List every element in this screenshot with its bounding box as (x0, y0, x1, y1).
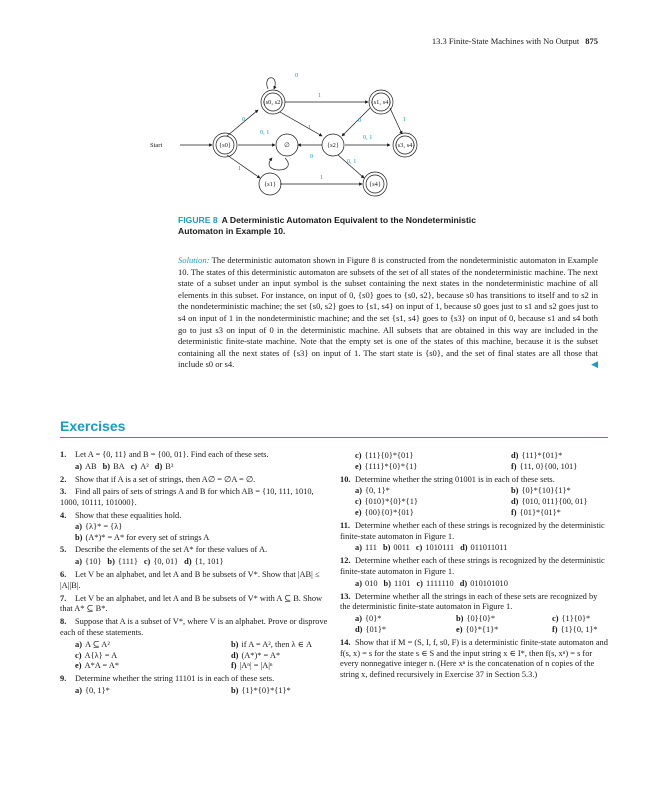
automaton-diagram (150, 66, 450, 211)
state-label: ∅ (284, 142, 290, 149)
edge-label: 0 (310, 153, 314, 160)
exercises-left-column (60, 450, 330, 699)
edge-label: 0, 1 (363, 134, 373, 141)
exercises-right-column (340, 450, 608, 683)
edge-s0-s1 (227, 155, 260, 178)
exercise-9-continued: c) {11}{0}*{01} d) {11}*{01}* e) {111}*{0}*{1} f) {11, 0}{00, 101} (355, 451, 578, 471)
exercise-13: 13. Determine whether all the strings in each of these sets are recognized by the deterministic finite-state automaton in Figure 1. a) {0}* b) {0}{0}* c) {1}{0}* d) {01}* e) {0}*{1}* f) {1}{0, 1}* (340, 591, 598, 634)
edge-label: 0 (295, 72, 299, 79)
solution-text: The deterministic automaton shown in Figure 8 is constructed from the nondeterministic automaton in Example 10. The states of this deterministic automaton are subsets of the set of all states of the nondeterministic machine. The next state of a subset under an input symbol is the subset containing the next states in the nondeterministic machine of all elements in this subset. For instance, on input of 0, {s0} goes to {s0, s2}, because s0 has transitions to itself and to s2 in the nondeterministic machine; the set {s0, s2} goes to {s1, s4} on input of 1, because s0 goes just to s1 and s2 goes just to s4 on input of 1 in the nondeterministic machine; and the set {s1, s4} goes to {s3} on input of 0, because s1 and s4 both go to just s3 on input of 0 in the deterministic machine. All subsets that are obtained in this way are included in the deterministic finite-state machine. Note that the empty set is one of the states of this machine, because it is the subset containing all the next states of {s3} on input of 1. The start state is {s0}, and the set of final states are all those that include s0 or s4. (178, 255, 599, 370)
exercise-14: 14. Show that if M = (S, I, f, s0, F) is a deterministic finite-state automaton and f(s, x) = s for the state s ∈ S and the input string x ∈ I*, then f(s, xⁿ) = s for every nonnegative integer n. (Here xⁿ is the concatenation of n copies of the string x, defined recursively in Exercise 37 in Section 5.3.) (340, 637, 608, 680)
edge-s1s4-s2 (342, 108, 370, 136)
exercise-2: 2. Show that if A is a set of strings, then A∅ = ∅A = ∅. (60, 474, 256, 484)
figure-caption (178, 215, 478, 237)
exercise-4: 4. Show that these equalities hold. a) {λ}* = {λ} b) (A*)* = A* for every set of strings A (60, 510, 210, 542)
figure-caption-text: A Deterministic Automaton Equivalent to the Nondeterministic Automaton in Example 10. (178, 215, 476, 236)
exercise-10: 10. Determine whether the string 01001 is in each of these sets. a) {0, 1}* b) {0}*{10}{1}* c) {010}*{0}*{1} d) {010, 011}{00, 01} e) {00}{0}*{01} f) {01}*{01}* (340, 474, 588, 517)
exercises-divider (60, 437, 608, 438)
edge-label: 0 (358, 117, 362, 124)
state-label: {s0, s2} (262, 99, 284, 106)
state-label: {s2} (326, 142, 340, 149)
exercise-3: 3. Find all pairs of sets of strings A and B for which AB = {10, 111, 1010, 1000, 10111, 101000}. (60, 487, 314, 508)
edge-label: 0, 1 (347, 158, 357, 165)
exercise-6: 6. Let V be an alphabet, and let A and B be subsets of V*. Show that |AB| ≤ |A||B|. (60, 569, 320, 590)
exercise-9: 9. Determine whether the string 11101 is in each of these sets. a) {0, 1}* b) {1}*{0}*{1}* (60, 674, 291, 695)
page-number: 875 (585, 36, 598, 46)
state-label: {s0} (218, 142, 232, 149)
edge-empty-loop (269, 158, 288, 170)
exercise-7: 7. Let V be an alphabet, and let A and B be subsets of V* with A ⊆ B. Show that A* ⊆ B*. (60, 593, 323, 614)
edge-label: 1 (320, 174, 324, 181)
edge-s1s4-s3s4 (390, 108, 402, 134)
edge-label: 0, 1 (260, 129, 270, 136)
running-header (432, 36, 598, 46)
exercise-11: 11. Determine whether each of these strings is recognized by the deterministic finite-state automaton in Figure 1. a) 111 b) 0011 c) 1010111 d) 011011011 (340, 520, 605, 553)
exercise-1: 1. Let A = {0, 11} and B = {00, 01}. Find each of these sets. a) AB b) BA c) A² d) B³ (60, 450, 269, 471)
state-label: {s1, s4} (370, 99, 392, 106)
solution-label: Solution: (178, 255, 210, 265)
figure-label: FIGURE 8 (178, 215, 218, 225)
state-label: {s1} (263, 181, 277, 188)
exercise-5: 5. Describe the elements of the set A* for these values of A. a) {10} b) {111} c) {0, 01} d) {1, 101} (60, 545, 268, 567)
exercise-12: 12. Determine whether each of these strings is recognized by the deterministic finite-state automaton in Figure 1. a) 010 b) 1101 c) 1111110 d) 010101010 (340, 556, 605, 588)
start-label: Start (150, 142, 163, 149)
state-label: {s3, s4} (394, 142, 416, 149)
edge-label: 1 (403, 116, 407, 123)
state-label: {s4} (368, 181, 382, 188)
end-of-solution-icon: ◀ (591, 359, 598, 370)
edge-label: 0 (242, 116, 246, 123)
exercises-heading: Exercises (60, 418, 126, 434)
exercise-8: 8. Suppose that A is a subset of V*, where V is an alphabet. Prove or disprove each of these statements. a) A ⊆ A² b) if A = A², then λ ∈ A c) A{λ} = A d) (A*)* = A* e) A*A = A* f) |Aⁿ| = |A|ⁿ (60, 617, 328, 671)
edge-label: 1 (308, 124, 312, 131)
edge-s0s2-loop (267, 78, 275, 89)
edge-label: 1 (238, 165, 242, 172)
edge-s0s2-s2 (280, 112, 322, 136)
section-title: 13.3 Finite-State Machines with No Output (431, 36, 580, 46)
edge-s0-s0s2 (227, 110, 258, 136)
solution-paragraph (178, 255, 598, 371)
edge-label: 1 (318, 92, 322, 99)
